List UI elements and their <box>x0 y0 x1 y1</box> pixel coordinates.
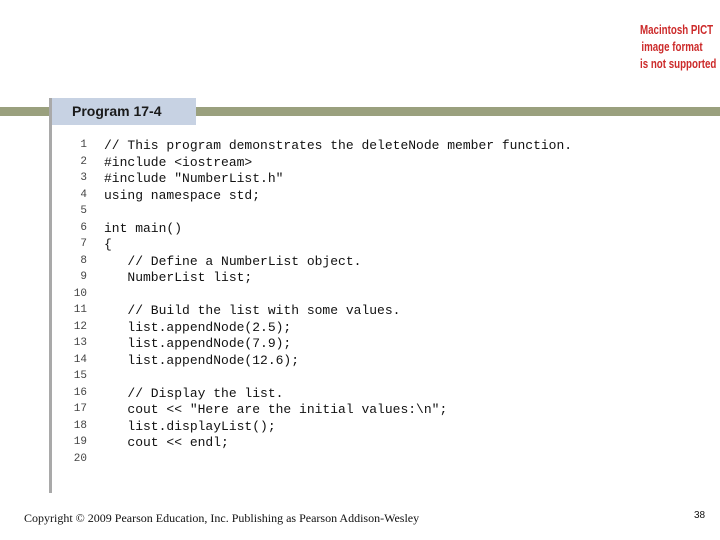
line-number: 2 <box>80 155 87 168</box>
code-text: // This program demonstrates the deleteNode member function. <box>104 138 573 153</box>
line-number: 12 <box>73 320 87 333</box>
code-text: using namespace std; <box>104 187 261 203</box>
code-text: list.displayList(); <box>104 418 276 434</box>
notice-line: Macintosh PICT <box>640 23 714 37</box>
line-number: 15 <box>73 370 87 382</box>
line-number: 6 <box>80 221 87 234</box>
line-number: 8 <box>80 254 87 267</box>
line-number: 11 <box>73 304 87 316</box>
notice-line: is not supported <box>640 57 717 71</box>
program-label: Program 17-4 <box>52 98 196 125</box>
code-text: NumberList list; <box>104 270 253 285</box>
code-text: cout << endl; <box>104 435 229 450</box>
code-text: list.appendNode(12.6); <box>104 352 300 368</box>
line-number: 4 <box>80 188 87 201</box>
line-number: 17 <box>73 403 87 415</box>
code-text: int main() <box>104 220 183 236</box>
line-number: 14 <box>73 353 87 366</box>
copyright-footer: Copyright © 2009 Pearson Education, Inc. Publishing as Pearson Addison-Wesley <box>24 511 420 525</box>
code-text: cout << "Here are the initial values:\n"; <box>104 402 448 417</box>
line-number: 1 <box>80 139 87 151</box>
line-number: 20 <box>73 452 87 465</box>
code-text: // Build the list with some values. <box>104 303 401 318</box>
code-text: // Define a NumberList object. <box>104 253 362 269</box>
line-number: 9 <box>80 271 87 283</box>
line-number: 13 <box>73 337 87 349</box>
notice-line: image format <box>641 40 703 54</box>
line-number: 7 <box>80 238 87 250</box>
code-text: list.appendNode(7.9); <box>104 336 292 351</box>
line-number: 10 <box>73 287 87 300</box>
line-number: 18 <box>73 419 87 432</box>
code-text: { <box>104 237 112 252</box>
code-text: #include <iostream> <box>104 154 253 170</box>
code-text: #include "NumberList.h" <box>104 171 284 186</box>
code-text: list.appendNode(2.5); <box>104 319 292 335</box>
line-number: 19 <box>73 436 87 448</box>
page-number: 38 <box>694 510 706 521</box>
code-text: // Display the list. <box>104 385 284 401</box>
line-number: 16 <box>73 386 87 399</box>
line-number: 3 <box>80 172 87 184</box>
unsupported-image-notice <box>640 22 717 73</box>
line-number: 5 <box>80 205 87 217</box>
